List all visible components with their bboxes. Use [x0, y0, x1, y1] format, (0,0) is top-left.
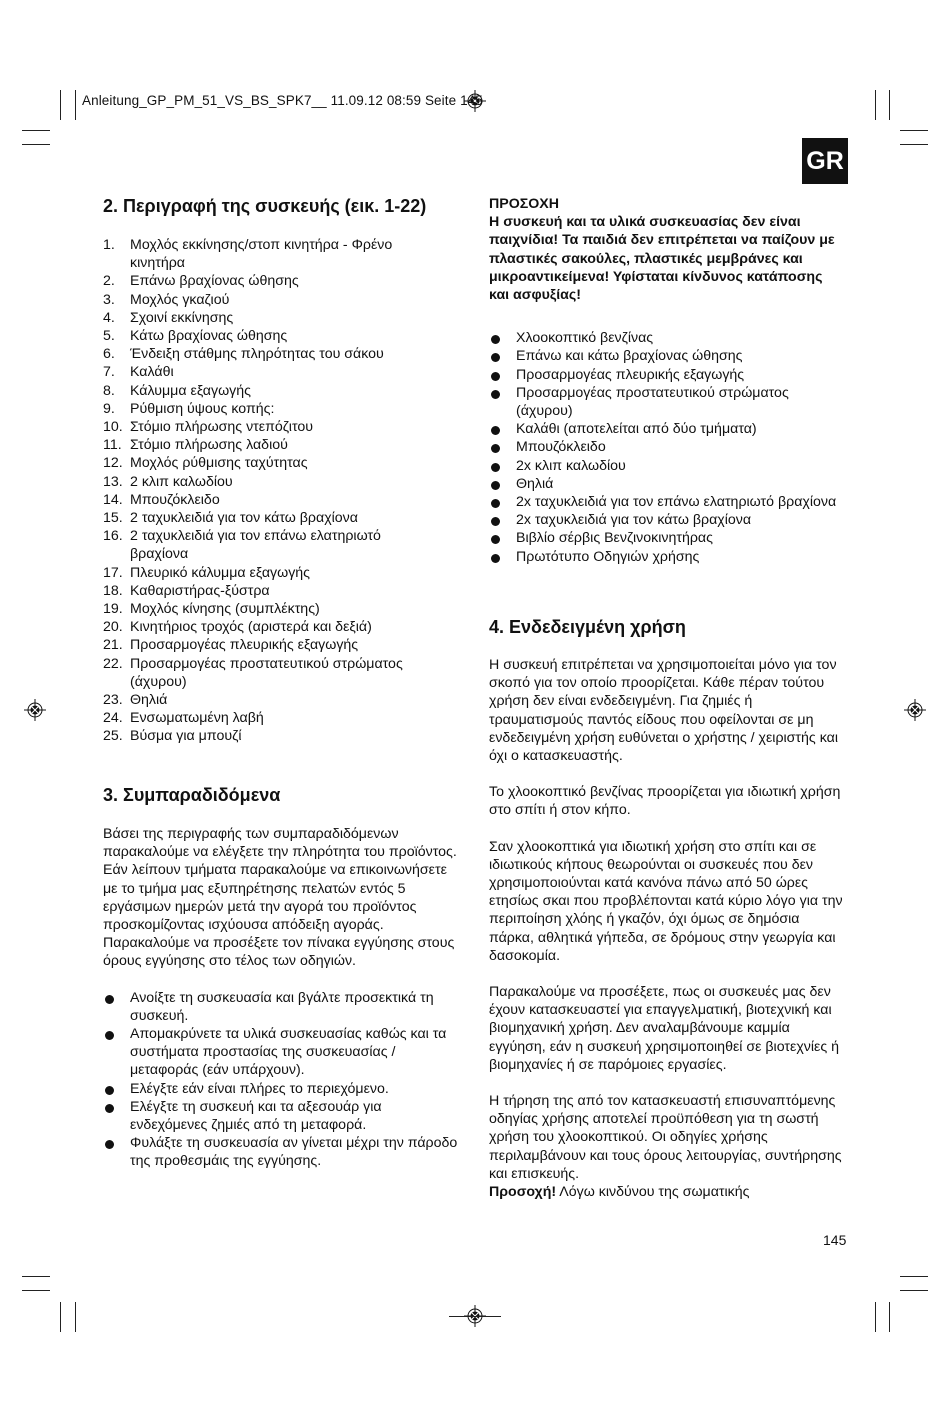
list-item — [103, 527, 433, 563]
intended-use-paragraph: Η συσκευή επιτρέπεται να χρησιμοποιείται μόνο για τον σκοπό για τον οποίο προορίζεται. Κάθε πέραν τούτου χρήση δεν είναι ενδεδειγμένη. Για ζημιές ή τραυματισμούς παντός είδους που οφείλονται σε μη ενδεδειγμένη χρήση ευθύνεται ο χρήστης / χειριστής και όχι ο κατασκευαστής. — [489, 657, 838, 765]
list-item — [103, 382, 433, 400]
section-3-title: 3. Συμπαραδιδόμενα — [103, 785, 281, 805]
list-item-number: 7. — [103, 364, 115, 381]
bullet-item: Ελέγξτε εάν είναι πλήρες το περιεχόμενο. — [103, 1080, 458, 1098]
list-item-number: 4. — [103, 309, 115, 326]
crop-mark — [900, 1276, 928, 1277]
bullet-item: 2x ταχυκλειδιά για τον επάνω ελατηριωτό βραχίονα — [489, 493, 839, 511]
crop-mark — [75, 90, 76, 120]
list-item-text: 2 ταχυκλειδιά για τον επάνω ελατηριωτό βραχίονα — [130, 528, 381, 563]
list-item-text: Μοχλός ρύθμισης ταχύτητας — [130, 455, 308, 472]
section-3-intro: Βάσει της περιγραφής των συμπαραδιδόμενων παρακαλούμε να ελέγξετε την πληρότητα του προϊόντος. Εάν λείπουν τμήματα παρακαλούμε να επικοινωνήσετε με το τμήμα μας εξυπηρέτησης πελατών εντός 5 εργάσιμων ημερών μετά την αγορά του προϊόντος προσκομίζοντας ισχύουσα απόδειξη αγοράς. Παρακαλούμε να προσέξετε τον πίνακα εγγύησης στους όρους εγγύησης στο τέλος των οδηγιών. — [103, 826, 457, 970]
crop-mark — [60, 90, 61, 120]
list-item-text: Καθαριστήρας-ξύστρα — [130, 582, 270, 599]
bullet-item: Μπουζόκλειδο — [489, 438, 839, 456]
section-3-body — [103, 825, 458, 1171]
bullet-item: Προσαρμογέας προστατευτικού στρώματος (άχυρου) — [489, 384, 839, 420]
list-item — [103, 345, 433, 363]
list-item-number: 24. — [103, 710, 123, 727]
list-item-text: Στόμιο πλήρωσης λαδιού — [130, 437, 288, 454]
delivery-contents-list — [489, 329, 839, 566]
list-item — [103, 400, 433, 418]
list-item-text: Επάνω βραχίονας ώθησης — [130, 273, 299, 290]
crop-mark — [449, 1316, 501, 1317]
list-item-number: 13. — [103, 473, 123, 490]
list-item-number: 6. — [103, 346, 115, 363]
list-item — [103, 272, 433, 290]
list-item-number: 9. — [103, 400, 115, 417]
warning-title: ΠΡΟΣΟΧΗ — [489, 196, 560, 212]
crop-mark — [22, 130, 50, 131]
list-item-text: Ρύθμιση ύψους κοπής: — [130, 400, 275, 417]
list-item — [103, 491, 433, 509]
list-item-number: 3. — [103, 291, 115, 308]
crop-mark — [900, 130, 928, 131]
list-item — [103, 636, 433, 654]
list-item-text: 2 ταχυκλειδιά για τον κάτω βραχίονα — [130, 510, 358, 527]
list-item — [103, 564, 433, 582]
bullet-item: 2x κλιπ καλωδίου — [489, 457, 839, 475]
crop-mark — [900, 144, 928, 145]
language-badge: GR — [802, 138, 848, 184]
list-item-number: 5. — [103, 328, 115, 345]
bullet-item: Θηλιά — [489, 475, 839, 493]
list-item-text: Κινητήριος τροχός (αριστερά και δεξιά) — [130, 619, 372, 636]
bullet-item: Φυλάξτε τη συσκευασία αν γίνεται μέχρι την πάροδο της προθεσμάις της εγγύησης. — [103, 1134, 458, 1170]
list-item — [103, 454, 433, 472]
crop-mark — [22, 1276, 50, 1277]
list-item — [103, 691, 433, 709]
list-item-number: 12. — [103, 455, 123, 472]
list-item — [103, 727, 433, 745]
section-2-list-container — [103, 236, 433, 746]
list-item-text: Προσαρμογέας πλευρικής εξαγωγής — [130, 637, 359, 654]
caution-text: Λόγω κινδύνου της σωματικής — [556, 1184, 750, 1201]
bullet-item: Χλοοκοπτικό βενζίνας — [489, 329, 839, 347]
crop-mark — [900, 1290, 928, 1291]
list-item — [103, 436, 433, 454]
warning-block — [489, 195, 839, 566]
list-item — [103, 236, 433, 272]
bullet-item: Ελέγξτε τη συσκευή και τα αξεσουάρ για ενδεχόμενες ζημιές από τη μεταφορά. — [103, 1098, 458, 1134]
list-item-text: Ένδειξη στάθμης πληρότητας του σάκου — [130, 346, 384, 363]
list-item-number: 1. — [103, 237, 115, 253]
list-item-text: 2 κλιπ καλωδίου — [130, 473, 233, 490]
list-item-number: 8. — [103, 382, 115, 399]
print-header: Anleitung_GP_PM_51_VS_BS_SPK7__ 11.09.12 08:59 Seite 145 — [82, 93, 483, 108]
bullet-item: 2x ταχυκλειδιά για τον κάτω βραχίονα — [489, 511, 839, 529]
intended-use-paragraph: Σαν χλοοκοπτικά για ιδιωτική χρήση στο σπίτι και σε ιδιωτικούς κήπους θεωρούνται οι συσκευές που δεν χρησιμοποιούνται κατά κανόνα πάνω από 50 ώρες ετησίως σκαι που προβλέπονται κατά κύριο λόγο για την περιποίηση χλόης ή γκαζόν, όχι όμως σε δημόσια πάρκα, αθλητικά γήπεδα, σε δρόμους στην γεωργία και δασοκομία. — [489, 838, 843, 964]
list-item — [103, 363, 433, 381]
list-item-text: Μοχλός κίνησης (συμπλέκτης) — [130, 601, 320, 618]
list-item-text: Προσαρμογέας προστατευτικού στρώματος (άχυρου) — [130, 655, 403, 690]
bullet-item: Απομακρύνετε τα υλικά συσκευασίας καθώς και τα συστήματα προστασίας της συσκευασίας / μεταφοράς (εάν υπάρχουν). — [103, 1025, 458, 1080]
intended-use-paragraph: Παρακαλούμε να προσέξετε, πως οι συσκευές μας δεν έχουν κατασκευαστεί για επαγγελματική, βιοτεχνική και βιομηχανική χρήση. Δεν αναλαμβάνουμε καμμία εγγύηση, εάν η συσκευή χρησιμοποιηθεί σε βιοτεχνίες ή βιομηχανίες ή σε παρόμοιες εργασίες. — [489, 984, 840, 1073]
list-item-text: Μπουζόκλειδο — [130, 491, 220, 508]
list-item-number: 10. — [103, 419, 123, 436]
warning-text: Η συσκευή και τα υλικά συσκευασίας δεν είναι παιχνίδια! Τα παιδιά δεν επιτρέπεται να παίζουν με πλαστικές σακούλες, πλαστικές μεμβράνες και μικροαντικείμενα! Υφίσταται κίνδυνος κατάποσης και ασφυξίας! — [489, 214, 835, 304]
list-item-text: Ενσωματωμένη λαβή — [130, 710, 264, 727]
list-item-text: Μοχλός εκκίνησης/στοπ κινητήρα - Φρένο κινητήρα — [130, 237, 393, 272]
list-item — [103, 655, 433, 691]
intended-use-paragraph: Η τήρηση της από τον κατασκευαστή επισυναπτόμενης οδηγίας χρήσης αποτελεί προϋπόθεση για τη σωστή χρήση του χλοοκοπτικού. Οι οδηγίες χρήσης περιλαμβάνουν και τους όρους λειτουργίας, συντήρησης και επισκευής. — [489, 1093, 842, 1182]
list-item-number: 11. — [103, 437, 122, 454]
list-item — [103, 309, 433, 327]
list-item — [103, 473, 433, 491]
bullet-item: Επάνω και κάτω βραχίονας ώθησης — [489, 347, 839, 365]
unpacking-checklist — [103, 989, 458, 1171]
caution-label: Προσοχή! — [489, 1184, 557, 1201]
list-item-text: Μοχλός γκαζιού — [130, 291, 230, 308]
list-item-number: 18. — [103, 582, 123, 599]
crop-mark — [889, 1302, 890, 1332]
list-item-number: 21. — [103, 637, 123, 654]
list-item-number: 2. — [103, 273, 115, 290]
list-item-text: Θηλιά — [130, 692, 168, 709]
intended-use-paragraph: Το χλοοκοπτικό βενζίνας προορίζεται για ιδιωτική χρήση στο σπίτι ή στον κήπο. — [489, 784, 841, 819]
crop-mark — [889, 90, 890, 120]
page-number: 145 — [823, 1232, 847, 1248]
list-item — [103, 582, 433, 600]
list-item — [103, 327, 433, 345]
section-4-body — [489, 656, 847, 1201]
list-item-number: 20. — [103, 619, 123, 636]
list-item — [103, 618, 433, 636]
list-item — [103, 418, 433, 436]
list-item-number: 15. — [103, 510, 123, 527]
section-2-title: 2. Περιγραφή της συσκευής (εικ. 1-22) — [103, 196, 427, 216]
bullet-item: Πρωτότυπο Οδηγιών χρήσης — [489, 548, 839, 566]
list-item — [103, 600, 433, 618]
caution-line — [489, 1183, 847, 1201]
list-item-text: Καλάθι — [130, 364, 174, 381]
crop-mark — [875, 90, 876, 120]
list-item-number: 17. — [103, 564, 123, 581]
list-item — [103, 291, 433, 309]
list-item-text: Πλευρικό κάλυμμα εξαγωγής — [130, 564, 311, 581]
list-item-text: Κάτω βραχίονας ώθησης — [130, 328, 288, 345]
list-item-number: 23. — [103, 692, 123, 709]
list-item-text: Στόμιο πλήρωσης ντεπόζιτου — [130, 419, 313, 436]
list-item-number: 16. — [103, 528, 123, 545]
bullet-item: Ανοίξτε τη συσκευασία και βγάλτε προσεκτικά τη συσκευή. — [103, 989, 458, 1025]
list-item-number: 14. — [103, 491, 123, 508]
registration-mark-icon — [904, 699, 926, 721]
crop-mark — [22, 144, 50, 145]
crop-mark — [60, 1302, 61, 1332]
crop-mark — [875, 1302, 876, 1332]
list-item-text: Σχοινί εκκίνησης — [130, 309, 234, 326]
bullet-item: Καλάθι (αποτελείται από δύο τμήματα) — [489, 420, 839, 438]
crop-mark — [22, 1290, 50, 1291]
crop-mark — [75, 1302, 76, 1332]
list-item-text: Κάλυμμα εξαγωγής — [130, 382, 251, 399]
section-4-title: 4. Ενδεδειγμένη χρήση — [489, 617, 686, 637]
list-item — [103, 509, 433, 527]
list-item-number: 19. — [103, 601, 123, 618]
registration-mark-icon — [24, 699, 46, 721]
bullet-item: Προσαρμογέας πλευρικής εξαγωγής — [489, 366, 839, 384]
component-list — [103, 236, 433, 746]
list-item-text: Βύσμα για μπουζί — [130, 728, 242, 745]
bullet-item: Βιβλίο σέρβις Βενζινοκινητήρας — [489, 529, 839, 547]
list-item — [103, 709, 433, 727]
list-item-number: 22. — [103, 655, 123, 672]
list-item-number: 25. — [103, 728, 123, 745]
